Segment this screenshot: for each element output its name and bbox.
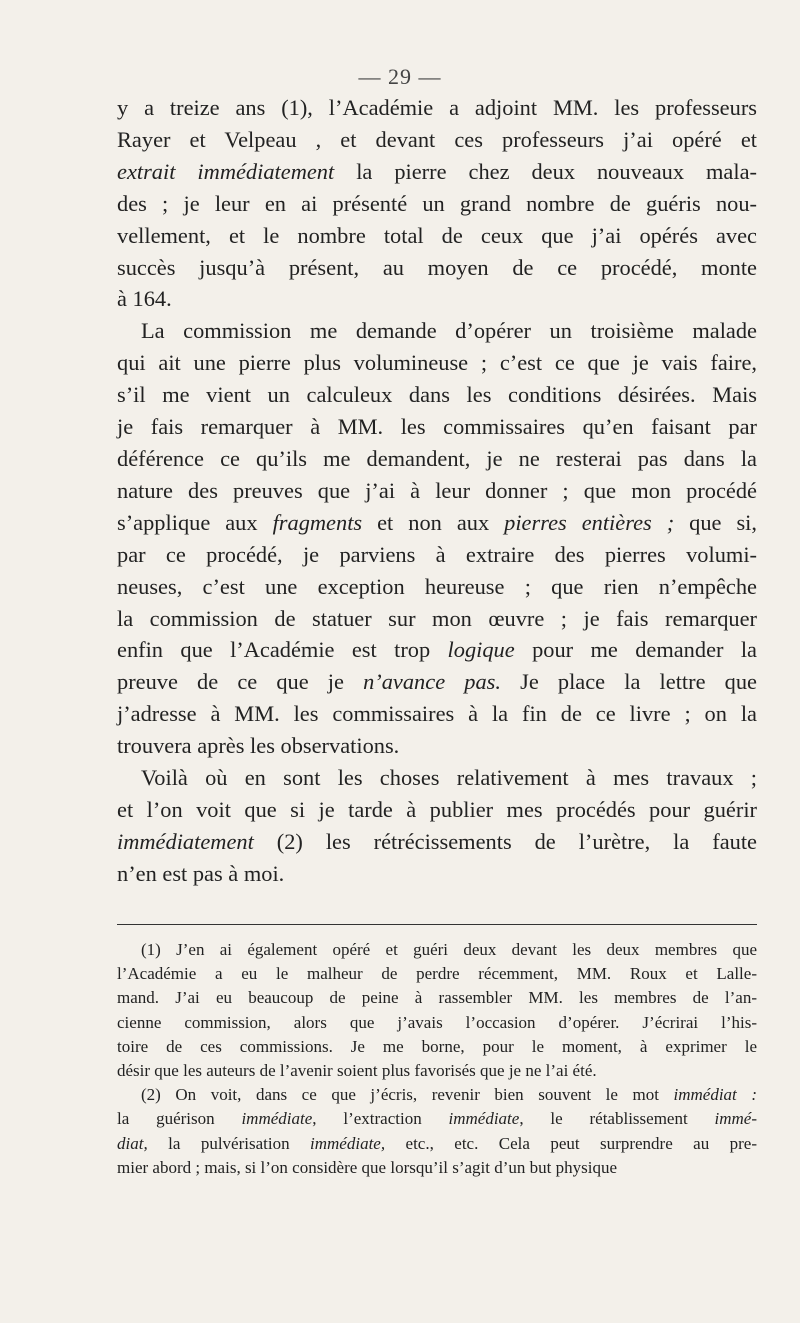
text-run: que si,	[674, 509, 757, 535]
text-line	[117, 1083, 757, 1107]
text-line	[117, 315, 757, 347]
text-run: La commission me demande d’opérer un troisième malade	[141, 318, 757, 344]
italic-text: diat,	[117, 1133, 148, 1153]
text-line	[117, 379, 757, 411]
text-run: la guérison	[117, 1109, 242, 1129]
paragraph-1	[117, 92, 757, 315]
footnote-2	[117, 1083, 757, 1180]
text-line	[117, 443, 757, 475]
text-line	[117, 475, 757, 507]
text-run: cienne commission, alors que j’avais l’occasion d’opérer. J’écrirai l’his-	[117, 1012, 757, 1032]
italic-text: immédiate	[241, 1109, 313, 1129]
text-line	[117, 188, 757, 220]
text-line	[117, 794, 757, 826]
text-run: neuses, c’est une exception heureuse ; que rien n’empêche	[117, 573, 757, 599]
text-run: l’Académie a eu le malheur de perdre récemment, MM. Roux et Lalle-	[117, 964, 757, 984]
footnote-divider	[117, 924, 757, 925]
text-line	[117, 347, 757, 379]
text-run: preuve de ce que je	[117, 669, 364, 695]
text-line	[117, 1132, 757, 1156]
text-run: enfin que l’Académie est trop	[117, 637, 448, 663]
text-run: je fais remarquer à MM. les commissaires qu’en faisant par	[117, 414, 757, 440]
italic-text: immédiate	[448, 1109, 520, 1129]
footnote-1	[117, 938, 757, 1083]
italic-text: pierres entières ;	[504, 509, 675, 535]
italic-text: n’avance pas.	[363, 669, 501, 695]
text-line	[117, 539, 757, 571]
text-run: par ce procédé, je parviens à extraire des pierres volumi-	[117, 541, 757, 567]
text-run: , l’extraction	[312, 1109, 449, 1129]
paragraph-2	[117, 315, 757, 762]
text-run: Rayer et Velpeau , et devant ces professeurs j’ai opéré et	[117, 126, 757, 152]
text-run: n’en est pas à moi.	[117, 860, 285, 886]
text-run: déférence ce qu’ils me demandent, je ne resterai pas dans la	[117, 445, 757, 471]
text-line	[117, 962, 757, 986]
text-run: qui ait une pierre plus volumineuse ; c’est ce que je vais faire,	[117, 350, 757, 376]
text-line	[117, 1059, 757, 1083]
italic-text: logique	[447, 637, 515, 663]
text-line	[117, 826, 757, 858]
italic-text: immédiat :	[673, 1085, 757, 1105]
text-line	[117, 762, 757, 794]
text-line	[117, 1035, 757, 1059]
text-run: toire de ces commissions. Je me borne, pour le moment, à exprimer le	[117, 1036, 757, 1056]
text-run: etc., etc. Cela peut surprendre au pre-	[385, 1133, 758, 1153]
text-run: mand. J’ai eu beaucoup de peine à rassembler MM. les membres de l’an-	[117, 988, 757, 1008]
text-run: pour me demander la	[514, 637, 757, 663]
text-line	[117, 986, 757, 1010]
main-text	[117, 92, 757, 890]
text-line	[117, 634, 757, 666]
text-run: désir que les auteurs de l’avenir soient plus favorisés que je ne l’ai été.	[117, 1061, 597, 1081]
text-run: (2) On voit, dans ce que j’écris, revenir bien souvent le mot	[141, 1085, 674, 1105]
text-line	[117, 571, 757, 603]
text-line	[117, 603, 757, 635]
text-line	[117, 698, 757, 730]
text-run: s’il me vient un calculeux dans les conditions désirées. Mais	[117, 382, 757, 408]
text-line	[117, 411, 757, 443]
text-run: la pierre chez deux nouveaux mala-	[334, 158, 757, 184]
text-run: des ; je leur en ai présenté un grand nombre de guéris nou-	[117, 190, 757, 216]
text-run: j’adresse à MM. les commissaires à la fin de ce livre ; on la	[117, 701, 757, 727]
text-run: à 164.	[117, 286, 172, 312]
text-line	[117, 1107, 757, 1131]
text-run: trouvera après les observations.	[117, 733, 400, 759]
text-line	[117, 1156, 757, 1180]
text-line	[117, 156, 757, 188]
text-run: (2) les rétrécissements de l’urètre, la faute	[253, 828, 757, 854]
text-run: y a treize ans (1), l’Académie a adjoint MM. les professeurs	[117, 95, 757, 120]
text-line	[117, 730, 757, 762]
text-run: s’applique aux	[117, 509, 273, 535]
text-run: vellement, et le nombre total de ceux que j’ai opérés avec	[117, 222, 757, 248]
paragraph-3	[117, 762, 757, 890]
text-line	[117, 252, 757, 284]
text-run: nature des preuves que j’ai à leur donner ; que mon procédé	[117, 477, 757, 503]
italic-text: immédiatement	[117, 828, 254, 854]
text-line	[117, 283, 757, 315]
text-line	[117, 92, 757, 124]
text-line	[117, 1011, 757, 1035]
text-line	[117, 507, 757, 539]
text-run: , le rétablissement	[519, 1109, 715, 1129]
text-run: la commission de statuer sur mon œuvre ; je fais remarquer	[117, 605, 757, 631]
text-line	[117, 220, 757, 252]
text-run: et l’on voit que si je tarde à publier mes procédés pour guérir	[117, 796, 757, 822]
text-run: la pulvérisation	[147, 1133, 311, 1153]
italic-text: immédiate,	[310, 1133, 386, 1153]
text-run: Je place la lettre que	[500, 669, 757, 695]
text-run: mier abord ; mais, si l’on considère que lorsqu’il s’agit d’un but physique	[117, 1157, 617, 1177]
italic-text: immé-	[714, 1109, 757, 1129]
italic-text: fragments	[272, 509, 363, 535]
text-line	[117, 666, 757, 698]
text-run: Voilà où en sont les choses relativement à mes travaux ;	[141, 765, 757, 791]
page-number: — 29 —	[358, 64, 442, 89]
italic-text: extrait immédiatement	[117, 158, 335, 184]
text-run: et non aux	[362, 509, 505, 535]
text-run: succès jusqu’à présent, au moyen de ce procédé, monte	[117, 254, 757, 280]
text-run: (1) J’en ai également opéré et guéri deux devant les deux membres que	[141, 940, 757, 959]
text-line	[117, 124, 757, 156]
text-line	[117, 858, 757, 890]
text-line	[117, 938, 757, 962]
footnotes	[117, 938, 757, 1180]
